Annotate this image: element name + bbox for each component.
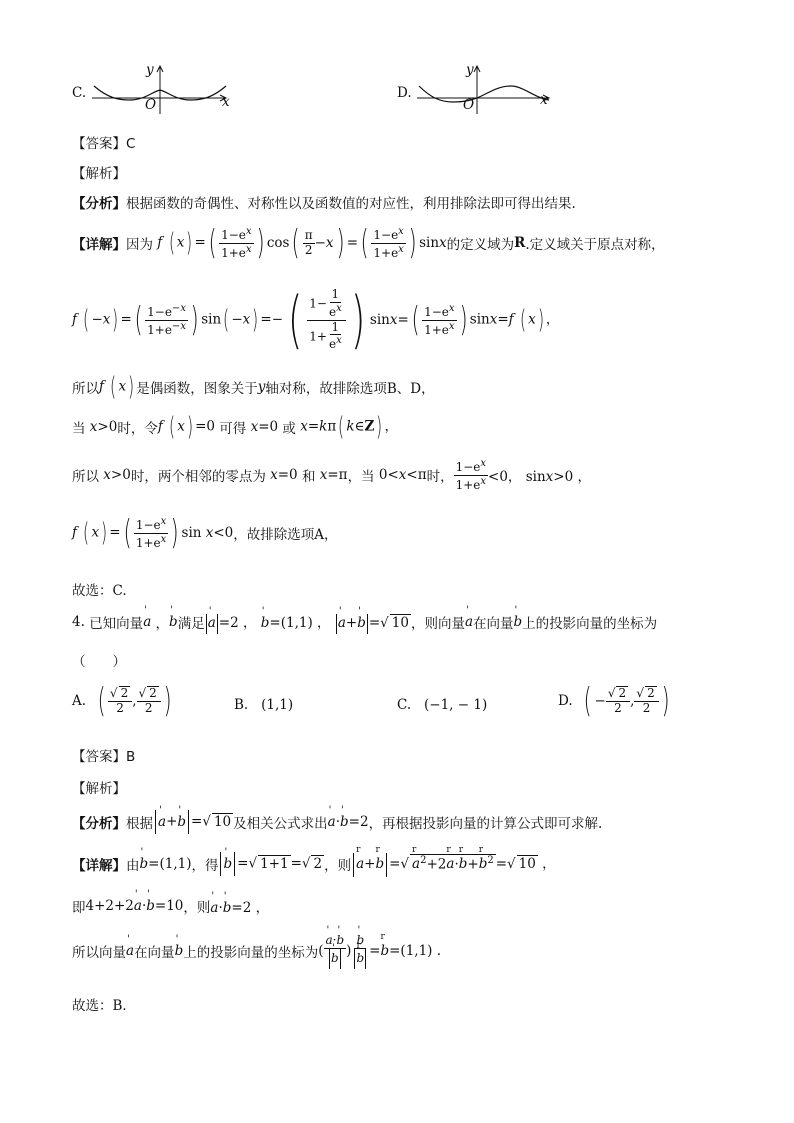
q3-line5-e: 时， [426,469,454,486]
q4-xj-b: ，得 [191,858,219,875]
q3-detail-line4: 当 x>0 时，令 f ( x) =0 可得 x=0 或 x=kπ( k∈Z) ， [72,412,399,442]
q4-stem-b: 满足 [177,616,205,633]
q3-detail-line2: f ( −x) = ( $\frac{1-e^{-x}}{1+e^{-x}}$ ) sin( −x) =− ( 1− $\frac{1}{e^x}$ 1+ $\frac{1}{e^x}$ ) sinx= ( $\frac{1-e^x}{1+e^x}$ ) sinx=f ( x) ， [72,283,560,357]
q3-line3-a: 所以 [72,381,99,397]
q3-line1-R: R [514,235,526,252]
q4-fenxi: 【分析】 根据 ' a+' b =√ 10 及相关公式求出 ' a·' b=2 ，再根据投影向量的计算公式即可求解. [72,810,602,834]
q4-answer-value: B [126,749,136,765]
q3-line4-b: 时，令 [117,421,158,437]
q4-stem-d: 在向量 [473,616,514,633]
q3-line5-d: ，当 [347,469,375,486]
q4-jiexi: 【解析】 [72,781,126,797]
q3-fenxi [72,192,576,212]
q4-proj-b: 在向量 [134,945,175,962]
q3-detail-line6: f ( x) = ( $\frac{1-e^x}{1+e^x}$ ) sin x<0 ，故排除选项A， [72,513,338,554]
q3-line4-a: 当 [72,421,86,437]
graph-d-origin: O [463,97,475,113]
q3-line5-a: 所以 [72,469,99,486]
q4-option-c-label: C. [397,697,412,713]
q3-line1-a: 因为 [126,237,153,254]
q4-stem-c: ，则向量 [410,616,465,633]
q3-line4-c: 可得 [219,421,247,437]
q4-option-b[interactable] [234,697,293,713]
q4-detail-line3: 所以向量 ' a 在向量 ' b 上的投影向量的坐标为 ( ' a·' b ' b ) ' b r b =r b=(1,1) . [72,934,441,969]
q4-xj-a: 由 [126,858,140,875]
graph-d-curve [419,86,549,102]
q3-line6-a: ，故排除选项A， [233,527,338,544]
graph-c-figure [88,60,238,116]
q3-conclusion: 故选：C. [72,583,127,599]
q3-fenxi-text: 根据函数的奇偶性、对称性以及函数值的对应性，利用排除法即可得出结果. [126,196,576,212]
q4-option-d[interactable]: D. ( − $\frac{√ 2}{2}$ , $\frac{√ 2}{2}$ ) [558,681,670,721]
q4-option-b-value: (1,1) [261,697,294,713]
graph-d-y-label: y [466,62,474,78]
q4-option-b-label: B. [234,697,249,713]
q3-xiangjie-tag: 【详解】 [72,237,126,254]
q4-fenxi-c: ，再根据投影向量的计算公式即可求解. [368,816,603,832]
q3-detail-line5: 所以 x>0 时，两个相邻的零点为 x=0 和 x=π ，当 0<x<π 时， $\frac{1-e^x}{1+e^x}$ <0， sinx>0 ， [72,458,591,492]
q4-option-a[interactable]: A. ( $\frac{√ 2}{2}$ , $\frac{√ 2}{2}$ ) [72,681,172,721]
q4-ji-a: 即 [72,900,86,916]
q3-frac-1: $\frac{1-e^x}{1+e^x}$ [221,226,252,260]
q3-line3-b: 是偶函数，图象关于 [136,381,258,397]
q4-ji-b: ，则 [183,900,211,916]
option-c-label: C. [72,85,87,101]
q4-detail-line1: 【详解】 由 ' b=(1,1) ，得 ' b =√ 1+1 =√ 2 ，则 r a+r b =√r $a^2+2r$ a·r b+r $b^2$ =√ 10 ， [72,852,556,877]
q4-stem-e: 上的投影向量的坐标为 [522,616,658,633]
q4-option-a-label: A. [72,693,87,709]
q3-frac-pi: $\frac{\pi}{2}$ [304,228,313,257]
q3-fenxi-tag: 【分析】 [72,196,126,212]
q4-fenxi-tag: 【分析】 [72,816,126,832]
q3-answer [72,132,135,152]
q4-answer [72,745,135,765]
q4-proj-c: 上的投影向量的坐标为 [183,945,319,962]
q3-frac-5: $\frac{1-e^x}{1+e^x}$ [455,458,487,492]
graph-c-origin: O [145,97,157,113]
q3-jiexi: 【解析】 [72,166,126,182]
q4-fenxi-b: 及相关公式求出 [233,816,328,832]
q4-option-d-label: D. [558,693,573,709]
q3-answer-value: C [126,136,136,152]
q4-proj-a: 所以向量 [72,945,126,962]
q3-detail-line1: 【详解】 因为 f ( x) = ( $\frac{1-e^x}{1+e^x}$ ) cos ( $\frac{\pi}{2}$ −x ) = ( $\frac{1-e^x}{1+e^x}$ ) sinx 的定义域为 R .定义域关于原点对称， [72,223,665,264]
q4-stem-a: 已知向量 [89,616,144,633]
q3-frac-4: $\frac{1-e^x}{1+e^x}$ [424,302,455,337]
q4-number: 4. [72,614,85,631]
q3-detail-line3: 所以 f ( x) 是偶函数，图象关于 y 轴对称，故排除选项B、D， [72,372,435,402]
graph-d-x-label: x [540,92,548,108]
q4-xiangjie-tag: 【详解】 [72,858,126,875]
q4-option-c[interactable] [397,697,487,713]
q4-blank: （ ） [72,654,126,670]
q3-frac-6: $\frac{1-e^x}{1+e^x}$ [135,516,167,550]
q3-frac-2: $\frac{1-e^x}{1+e^x}$ [373,226,404,260]
q4-option-c-value: (−1, − 1) [424,697,488,713]
q3-line3-c: 轴对称，故排除选项B、D， [265,381,435,397]
q4-stem: 4. 已知向量 ' a ， ' b 满足 ' a =2 ， ' b=(1,1) ， ' a+' b =√ 10 ，则向量 ' a 在向量 ' b 上的投影向量的坐标为 [72,611,657,634]
q3-line1-fx: f ( x) = [157,228,206,259]
q4-fenxi-a: 根据 [126,816,153,832]
q3-line3-y: y [257,379,266,395]
q4-conclusion: 故选：B． [72,998,136,1014]
q3-line5-c: 和 [301,469,316,486]
q3-frac-3: $\frac{1-e^{-x}}{1+e^{-x}}$ [147,302,186,337]
q4-answer-tag: 【答案】 [72,749,126,765]
graph-c-x-label: x [222,94,230,110]
option-d-label: D. [397,85,412,101]
q3-answer-tag: 【答案】 [72,136,126,152]
q3-line1-b: 的定义域为 [446,237,515,254]
graph-c-y-label: y [146,62,154,78]
q3-line1-c: .定义域关于原点对称， [525,237,665,254]
q3-frac-nested: 1− $\frac{1}{e^x}$ 1+ $\frac{1}{e^x}$ [307,288,345,352]
q3-line5-b: 时，两个相邻的零点为 [130,469,266,486]
q4-xj-c: ，则 [324,858,352,875]
q4-detail-line2: 即 4+2+2' a·' b=10 ，则 ' a·' b=2 ， [72,896,269,916]
q3-line4-d: 或 [282,421,296,437]
